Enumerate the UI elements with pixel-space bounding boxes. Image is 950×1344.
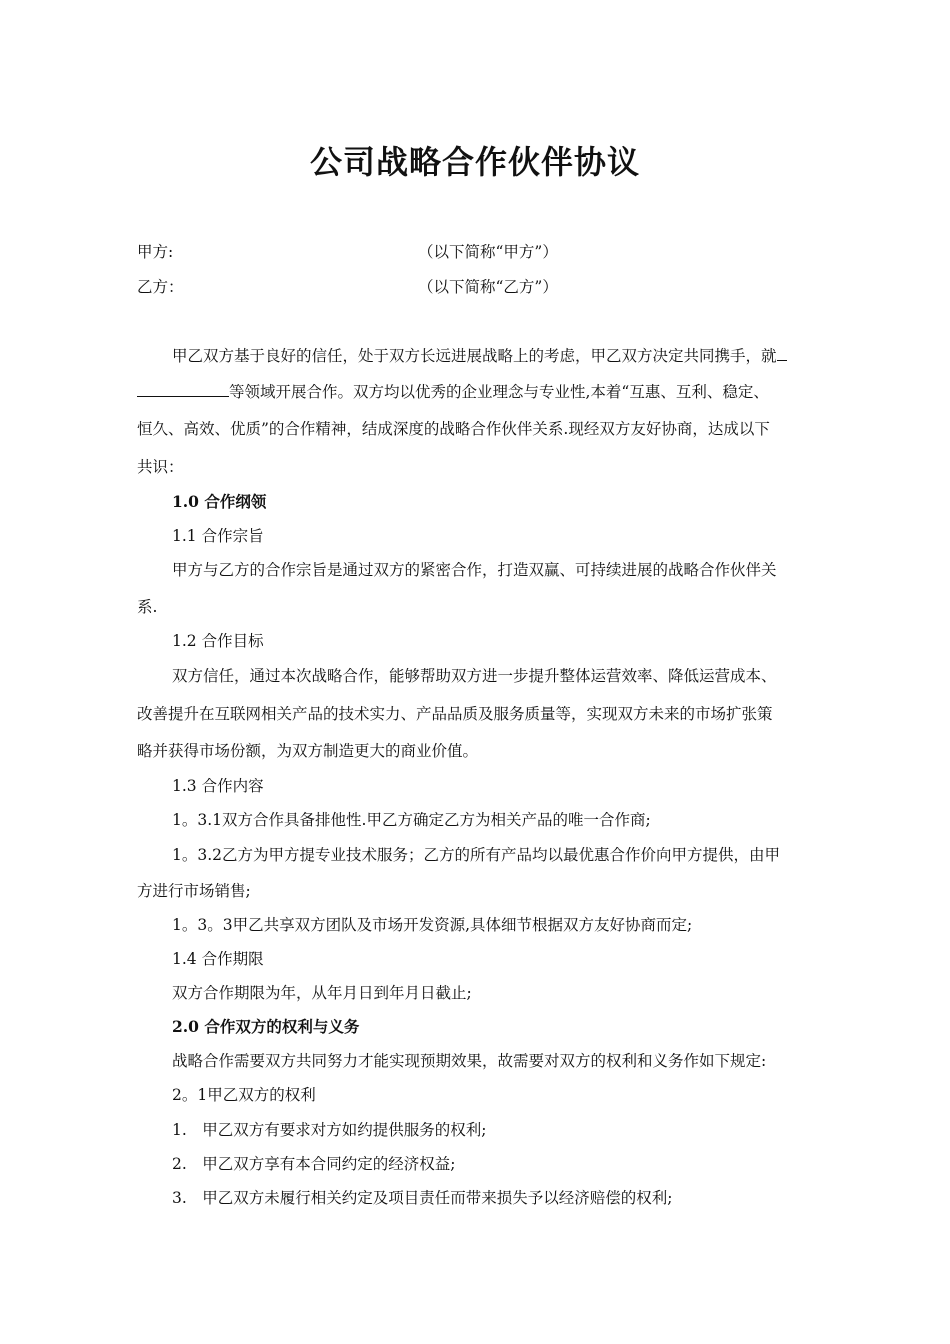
section-2-intro: 战略合作需要双方共同努力才能实现预期效果，故需要对双方的权利和义务作如下规定:: [172, 1052, 767, 1070]
section-1-1-heading: 1.1 合作宗旨: [172, 527, 264, 545]
section-1-3-2-line-2: 方进行市场销售;: [137, 882, 251, 900]
document-title: 公司战略合作伙伴协议: [309, 143, 640, 181]
section-1-2-line-2: 改善提升在互联网相关产品的技术实力、产品品质及服务质量等，实现双方未来的市场扩张策: [137, 705, 773, 723]
section-1-4-line-1: 双方合作期限为年，从年月日到年月日截止;: [172, 984, 472, 1002]
intro-line-2: [137, 380, 769, 403]
intro-line-1: [172, 344, 787, 367]
section-1-2-line-3: 略并获得市场份额，为双方制造更大的商业价值。: [137, 742, 479, 760]
section-1-3-2-line-1: 1。3.2乙方为甲方提专业技术服务；乙方的所有产品均以最优惠合作价向甲方提供，由甲: [172, 846, 781, 864]
party-a-note: （以下简称“甲方”）: [418, 243, 558, 261]
section-1-heading: 1.0 合作纲领: [172, 492, 267, 511]
intro-line-4: 共识：: [137, 458, 184, 476]
section-1-2-line-1: 双方信任，通过本次战略合作，能够帮助双方进一步提升整体运营效率、降低运营成本、: [172, 667, 777, 685]
party-b-note: （以下简称“乙方”）: [418, 278, 558, 296]
intro-line-3: 恒久、高效、优质”的合作精神，结成深度的战略合作伙伴关系.现经双方友好协商，达成以下: [137, 420, 770, 438]
party-a-label: 甲方:: [137, 243, 174, 261]
section-2-heading: 2.0 合作双方的权利与义务: [172, 1017, 360, 1036]
section-1-3-1: 1。3.1双方合作具备排他性.甲乙方确定乙方为相关产品的唯一合作商;: [172, 811, 651, 829]
section-1-4-heading: 1.4 合作期限: [172, 950, 264, 968]
section-2-1-item-1: 1. 甲乙双方有要求对方如约提供服务的权利;: [172, 1121, 487, 1139]
intro-line-1-text: 甲乙双方基于良好的信任，处于双方长远进展战略上的考虑，甲乙双方决定共同携手，就: [172, 347, 777, 365]
section-2-1-heading: 2。1甲乙双方的权利: [172, 1086, 316, 1104]
section-1-2-heading: 1.2 合作目标: [172, 632, 264, 650]
section-1-1-line-1: 甲方与乙方的合作宗旨是通过双方的紧密合作，打造双赢、可持续进展的战略合作伙伴关: [172, 561, 777, 579]
section-1-3-3: 1。3。3甲乙共享双方团队及市场开发资源,具体细节根据双方友好协商而定;: [172, 916, 693, 934]
party-b-label: 乙方：: [137, 278, 184, 296]
intro-line-2-text: 等领域开展合作。双方均以优秀的企业理念与专业性,本着“互惠、互利、稳定、: [229, 383, 769, 401]
section-1-1-line-2: 系.: [137, 598, 158, 616]
section-2-1-item-2: 2. 甲乙双方享有本合同约定的经济权益;: [172, 1155, 456, 1173]
field-blank-underline: [777, 344, 787, 361]
cooperation-field-blank: [137, 380, 229, 397]
section-1-3-heading: 1.3 合作内容: [172, 777, 264, 795]
section-2-1-item-3: 3. 甲乙双方未履行相关约定及项目责任而带来损失予以经济赔偿的权利;: [172, 1189, 673, 1207]
